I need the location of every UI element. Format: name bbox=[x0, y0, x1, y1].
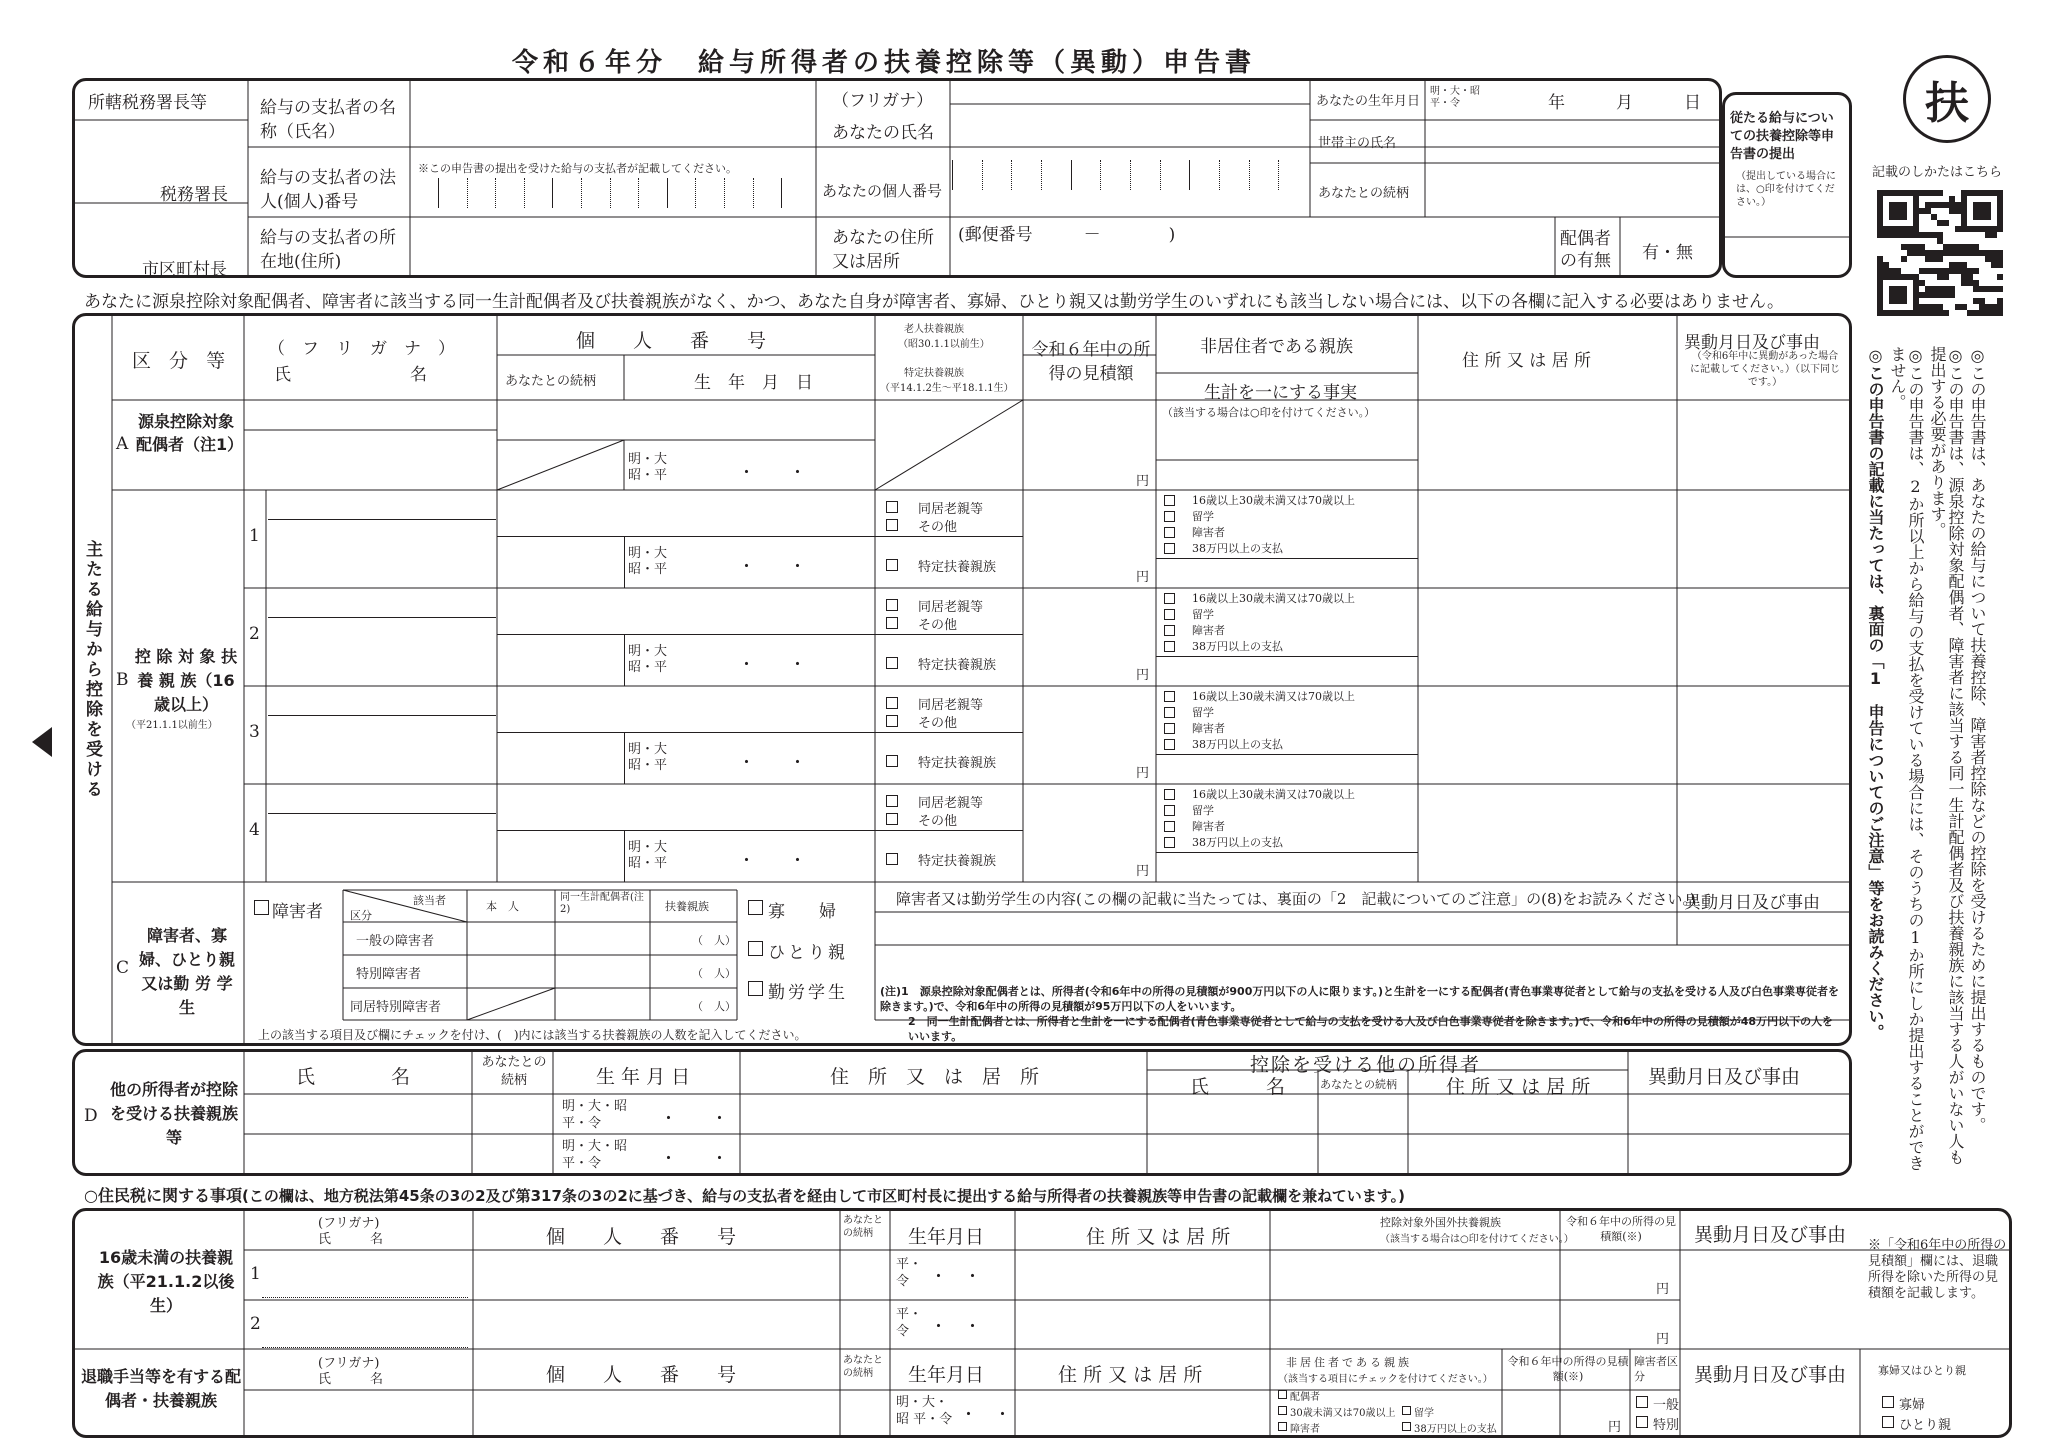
d-other-name: 氏 名 bbox=[1190, 1076, 1286, 1098]
retire-checkbox-label: 障害者 bbox=[1290, 1424, 1320, 1435]
relative-type-checkbox[interactable] bbox=[886, 657, 898, 669]
r-change-header: 異動月日及び事由 bbox=[1694, 1224, 1847, 1246]
exemption-notice: あなたに源泉控除対象配偶者、障害者に該当する同一生計配偶者及び扶養親族がなく、かつ、あなた自身が障害者、寡婦、ひとり親又は勤労学生のいずれにも該当しない場合には、以下の各欄に記入する必要はありません。 bbox=[84, 292, 1784, 312]
dependent-furigana-field[interactable] bbox=[268, 590, 496, 618]
postal-label: (郵便番号 － ) bbox=[958, 225, 1176, 245]
nonresident-label: 留学 bbox=[1192, 510, 1214, 523]
nonresident-checkbox[interactable] bbox=[1164, 739, 1175, 750]
nonresident-checkbox[interactable] bbox=[1164, 821, 1175, 832]
retire-checkbox-label: 特別 bbox=[1653, 1418, 1680, 1433]
relative-type-label: その他 bbox=[918, 716, 958, 731]
resident-heading-note: (この欄は、地方税法第45条の3の2及び第317条の3の2に基づき、給与の支払者を経由して市区町村長に提出する給与所得者の扶養親族等申告書の記載欄を兼ねています。) bbox=[241, 1187, 1405, 1205]
d-row2-dots: ・ ・ bbox=[660, 1149, 728, 1169]
section-d-label: 他の所得者が控除を受ける扶養親族等 bbox=[109, 1080, 238, 1147]
header-birth: 生 年 月 日 bbox=[694, 373, 813, 393]
header-elderly-note: （昭30.1.1以前生） bbox=[898, 339, 990, 350]
section-b-letter: B bbox=[116, 670, 129, 690]
digit-cell[interactable] bbox=[467, 178, 496, 208]
payer-address-label: 給与の支払者の所在地(住所) bbox=[260, 228, 396, 272]
nonresident-label: 38万円以上の支払 bbox=[1192, 738, 1283, 751]
nonresident-label: 38万円以上の支払 bbox=[1192, 836, 1283, 849]
r-side-note: ※「令和6年中の所得の見積額」欄には、退職所得を除いた所得の見積額を記載します。 bbox=[1868, 1238, 2007, 1301]
dependent-name-field[interactable] bbox=[268, 522, 496, 586]
under16-label: 16歳未満の扶養親族（平21.1.2以後生） bbox=[97, 1248, 235, 1315]
d-row1-dots: ・ ・ bbox=[660, 1109, 728, 1129]
under16-name-field[interactable] bbox=[262, 1304, 468, 1348]
c-disabled-checkbox[interactable] bbox=[254, 900, 269, 915]
nonresident-checkbox[interactable] bbox=[1164, 527, 1175, 538]
livelihood-divider bbox=[1156, 852, 1418, 853]
header-kubun: 区 分 等 bbox=[132, 350, 232, 372]
header-specific-note: （平14.1.2生～平18.1.1生） bbox=[880, 383, 1014, 394]
dependent-relation-divider bbox=[497, 536, 875, 537]
relative-type-checkbox[interactable] bbox=[886, 617, 898, 629]
retire-checkbox[interactable] bbox=[1402, 1406, 1411, 1415]
header-relation: あなたとの続柄 bbox=[505, 374, 597, 389]
spouse-circle-note: （該当する場合は○印を付けてください。） bbox=[1162, 406, 1376, 419]
furigana-label: （フリガナ） bbox=[832, 91, 934, 111]
dependent-birth-dots: ・ ・ bbox=[738, 557, 806, 577]
digit-cell[interactable] bbox=[1130, 160, 1160, 190]
payer-number-label: 給与の支払者の法人(個人)番号 bbox=[260, 168, 396, 212]
dependent-name-field[interactable] bbox=[268, 816, 496, 880]
nonresident-label: 38万円以上の支払 bbox=[1192, 640, 1283, 653]
d-address-header: 住 所 又 は 居 所 bbox=[830, 1066, 1040, 1088]
digit-cell[interactable] bbox=[952, 160, 982, 190]
c-applicable: 該当者 bbox=[413, 894, 446, 907]
c-student-label: 勤労学生 bbox=[768, 983, 848, 1003]
secondary-submission-title: 従たる給与についての扶養控除等申告書の提出 bbox=[1730, 111, 1835, 162]
nonresident-checkbox[interactable] bbox=[1164, 609, 1175, 620]
nonresident-checkbox[interactable] bbox=[1164, 707, 1175, 718]
digit-cell[interactable] bbox=[1189, 160, 1219, 190]
main-vertical-label: 主たる給与から控除を受ける bbox=[82, 540, 102, 800]
dependent-relation-divider-v bbox=[624, 830, 625, 882]
under16-row-number: 1 bbox=[250, 1264, 261, 1284]
relative-type-label: 特定扶養親族 bbox=[918, 658, 997, 673]
r-income-header: 令和６年中の所得の見積額(※) bbox=[1566, 1215, 1676, 1243]
c-general-row: 一般の障害者 bbox=[356, 934, 435, 949]
d-other-address: 住 所 又 は 居 所 bbox=[1446, 1076, 1591, 1098]
r-relation-header: あなたとの続柄 bbox=[843, 1215, 883, 1239]
retire-checkbox[interactable] bbox=[1882, 1416, 1894, 1428]
dependent-birth-dots: ・ ・ bbox=[738, 753, 806, 773]
relative-type-checkbox[interactable] bbox=[886, 853, 898, 865]
r-birth-header: 生年月日 bbox=[908, 1226, 985, 1248]
digit-cell[interactable] bbox=[1011, 160, 1041, 190]
nonresident-checkbox[interactable] bbox=[1164, 641, 1175, 652]
c-widow-checkbox[interactable] bbox=[748, 900, 763, 915]
nonresident-label: 16歳以上30歳未満又は70歳以上 bbox=[1192, 592, 1355, 605]
livelihood-divider bbox=[1156, 656, 1418, 657]
your-name-label: あなたの氏名 bbox=[832, 123, 934, 143]
householder-label: 世帯主の氏名 bbox=[1318, 136, 1397, 151]
dependent-relation-divider bbox=[497, 732, 875, 733]
c-people-general: （ 人） bbox=[692, 934, 736, 947]
nonresident-checkbox[interactable] bbox=[1164, 593, 1175, 604]
nonresident-label: 障害者 bbox=[1192, 820, 1225, 833]
dependent-row-number: 2 bbox=[249, 624, 260, 644]
nonresident-checkbox[interactable] bbox=[1164, 495, 1175, 506]
nonresident-label: 16歳以上30歳未満又は70歳以上 bbox=[1192, 788, 1355, 801]
dependent-birth-era: 明・大 昭・平 bbox=[628, 840, 668, 871]
digit-cell[interactable] bbox=[552, 178, 581, 208]
digit-cell[interactable] bbox=[1160, 160, 1190, 190]
c-disabled-label: 障害者 bbox=[272, 902, 323, 922]
c-kubun: 区分 bbox=[350, 909, 372, 922]
dependent-name-field[interactable] bbox=[268, 620, 496, 684]
section-b-note: （平21.1.1以前生） bbox=[126, 720, 218, 731]
dependent-relation-divider-v bbox=[624, 634, 625, 686]
dependent-row-number: 3 bbox=[249, 722, 260, 742]
form-type-badge-label: 扶 bbox=[1925, 78, 1969, 129]
dependent-income-yen: 円 bbox=[1136, 668, 1150, 683]
section-d-letter: D bbox=[84, 1106, 98, 1126]
digit-cell[interactable] bbox=[1071, 160, 1101, 190]
nonresident-label: 16歳以上30歳未満又は70歳以上 bbox=[1192, 690, 1355, 703]
spouse-label: 配偶者の有無 bbox=[1560, 229, 1611, 271]
d-change-header: 異動月日及び事由 bbox=[1648, 1066, 1801, 1088]
under16-era: 平・令 bbox=[896, 1257, 923, 1289]
retire-number-header: 個 人 番 号 bbox=[546, 1364, 737, 1386]
page-title: 令和６年分 給与所得者の扶養控除等（異動）申告書 bbox=[512, 48, 1257, 78]
relation-field[interactable] bbox=[1428, 166, 1718, 214]
header-address: 住 所 又 は 居 所 bbox=[1462, 351, 1592, 371]
digit-cell[interactable] bbox=[753, 178, 782, 208]
payer-number-note: ※この申告書の提出を受けた給与の支払者が記載してください。 bbox=[418, 162, 737, 175]
footnote-1: (注)1 源泉控除対象配偶者とは、所得者(令和6年中の所得の見積額が900万円以下の人に限ります。)と生計を一にする配偶者(青色事業専従者として給与の支払を受ける人及び白色事業専従者を除きます。)で、令和6年中の所得の見積額が95万円以下の人をいいます。 bbox=[880, 985, 1840, 1013]
payer-name-field[interactable] bbox=[412, 82, 812, 144]
dependent-furigana-field[interactable] bbox=[268, 786, 496, 814]
nonresident-label: 留学 bbox=[1192, 804, 1214, 817]
header-change-note: （令和6年中に異動があった場合に記載してください。）（以下同じです。） bbox=[1690, 351, 1840, 388]
instruction-note: ◎この申告書は、あなたの給与について扶養控除、障害者控除などの控除を受けるために提出するものです。 bbox=[1968, 346, 1987, 1133]
relative-type-checkbox[interactable] bbox=[886, 715, 898, 727]
nonresident-checkbox[interactable] bbox=[1164, 723, 1175, 734]
c-content-header: 障害者又は勤労学生の内容(この欄の記載に当たっては、裏面の「2 記載についてのご注意」の(8)をお読みください。) bbox=[896, 890, 1696, 908]
retire-change-header: 異動月日及び事由 bbox=[1694, 1364, 1847, 1386]
dependent-relation-divider bbox=[497, 634, 875, 635]
nonresident-label: 留学 bbox=[1192, 706, 1214, 719]
dependent-relation-divider-v bbox=[624, 732, 625, 784]
footnote-2: 2 同一生計配偶者とは、所得者と生計を一にする配偶者(青色事業専従者として給与の支払を受ける人及び白色事業専従者を除きます。)で、令和6年中の所得の見積額が48万円以下の人をいいます。 bbox=[908, 1015, 1834, 1043]
d-relation-header: あなたとの続柄 bbox=[481, 1055, 547, 1088]
c-student-checkbox[interactable] bbox=[748, 981, 763, 996]
digit-cell[interactable] bbox=[524, 178, 553, 208]
c-footnote: 上の該当する項目及び欄にチェックを付け、( )内には該当する扶養親族の人数を記入してください。 bbox=[258, 1028, 807, 1042]
livelihood-divider bbox=[1156, 558, 1418, 559]
relative-type-label: 特定扶養親族 bbox=[918, 560, 997, 575]
dependent-row-number: 1 bbox=[249, 526, 260, 546]
retire-yen: 円 bbox=[1608, 1420, 1622, 1435]
secondary-submission-note: （提出している場合には、○印を付けてください。） bbox=[1736, 171, 1836, 208]
nonresident-checkbox[interactable] bbox=[1164, 543, 1175, 554]
relative-type-label: 同居老親等 bbox=[918, 600, 984, 615]
nonresident-checkbox[interactable] bbox=[1164, 805, 1175, 816]
your-name-field[interactable] bbox=[952, 106, 1308, 146]
retire-checkbox-label: 30歳未満又は70歳以上 bbox=[1290, 1408, 1396, 1419]
d-row2-era: 明・大・昭 平・令 bbox=[562, 1139, 628, 1171]
nonresident-label: 障害者 bbox=[1192, 722, 1225, 735]
digit-cell[interactable] bbox=[438, 178, 467, 208]
nonresident-checkbox[interactable] bbox=[1164, 511, 1175, 522]
retire-checkbox-label: ひとり親 bbox=[1899, 1418, 1952, 1433]
dependent-birth-era: 明・大 昭・平 bbox=[628, 742, 668, 773]
retire-checkbox-label: 38万円以上の支払 bbox=[1414, 1424, 1497, 1435]
dependent-name-field[interactable] bbox=[268, 718, 496, 782]
nonresident-label: 障害者 bbox=[1192, 526, 1225, 539]
c-single-label: ひとり親 bbox=[768, 943, 848, 963]
under16-yen: 円 bbox=[1656, 1332, 1670, 1347]
retire-income-header: 令和６年中の所得の見積額(※) bbox=[1507, 1355, 1629, 1383]
r-foreign-note: （該当する場合は○印を付けてください。） bbox=[1380, 1234, 1574, 1245]
nonresident-checkbox[interactable] bbox=[1164, 789, 1175, 800]
digit-cell[interactable] bbox=[724, 178, 753, 208]
c-change-header: 異動月日及び事由 bbox=[1684, 893, 1820, 913]
spouse-birth-era: 明・大 昭・平 bbox=[628, 452, 668, 483]
spouse-furigana-field[interactable] bbox=[246, 402, 496, 428]
under16-yen: 円 bbox=[1656, 1282, 1670, 1297]
relative-type-checkbox[interactable] bbox=[886, 795, 898, 807]
your-address-label: あなたの住所又は居所 bbox=[832, 228, 934, 272]
under16-row-number: 2 bbox=[250, 1314, 261, 1334]
spouse-income-yen: 円 bbox=[1136, 474, 1150, 489]
relative-type-divider bbox=[875, 634, 1023, 635]
dependent-furigana-field[interactable] bbox=[268, 688, 496, 716]
municipal-suffix: 市区町村長 bbox=[142, 260, 227, 280]
dependent-birth-era: 明・大 昭・平 bbox=[628, 644, 668, 675]
spouse-yes-no[interactable]: 有・無 bbox=[1642, 243, 1693, 263]
dependent-income-yen: 円 bbox=[1136, 570, 1150, 585]
retire-checkbox[interactable] bbox=[1278, 1406, 1287, 1415]
under16-dots: ・ ・ bbox=[930, 1317, 981, 1337]
retire-address-header: 住 所 又 は 居 所 bbox=[1058, 1364, 1203, 1386]
r-name-header: 氏 名 bbox=[318, 1232, 384, 1247]
r-address-header: 住 所 又 は 居 所 bbox=[1086, 1226, 1231, 1248]
digit-cell[interactable] bbox=[495, 178, 524, 208]
digit-cell[interactable] bbox=[667, 178, 696, 208]
relative-type-label: その他 bbox=[918, 520, 958, 535]
relative-type-checkbox[interactable] bbox=[886, 697, 898, 709]
header-nonresident: 非居住者である親族 bbox=[1200, 337, 1353, 357]
digit-cell[interactable] bbox=[1219, 160, 1249, 190]
retire-checkbox[interactable] bbox=[1278, 1422, 1287, 1431]
dependent-relation-divider bbox=[497, 830, 875, 831]
retire-nonres-note: （該当する項目にチェックを付けてください。） bbox=[1278, 1374, 1493, 1385]
section-c-label: 障害者、寡婦、ひとり親又は勤 労 学 生 bbox=[138, 926, 235, 1017]
header-name: 氏 名 bbox=[274, 365, 427, 385]
relative-type-label: 同居老親等 bbox=[918, 796, 984, 811]
digit-cell[interactable] bbox=[638, 178, 667, 208]
dependent-birth-era: 明・大 昭・平 bbox=[628, 546, 668, 577]
retire-checkbox-label: 配偶者 bbox=[1290, 1392, 1320, 1403]
digit-cell[interactable] bbox=[1100, 160, 1130, 190]
under16-dots: ・ ・ bbox=[930, 1267, 981, 1287]
retire-checkbox-label: 寡婦 bbox=[1899, 1398, 1926, 1413]
retire-nonres-header: 非居住者である親族 bbox=[1286, 1356, 1412, 1369]
c-single-checkbox[interactable] bbox=[748, 941, 763, 956]
relative-type-checkbox[interactable] bbox=[886, 755, 898, 767]
dependent-income-yen: 円 bbox=[1136, 864, 1150, 879]
c-self: 本 人 bbox=[486, 900, 519, 913]
retire-dots: ・ ・ bbox=[960, 1405, 1011, 1425]
retire-relation-header: あなたとの続柄 bbox=[843, 1355, 883, 1379]
retire-checkbox-label: 留学 bbox=[1414, 1408, 1434, 1419]
r-furigana-header: (フリガナ) bbox=[318, 1216, 380, 1231]
retire-checkbox[interactable] bbox=[1636, 1416, 1648, 1428]
retire-checkbox[interactable] bbox=[1402, 1422, 1411, 1431]
retire-checkbox[interactable] bbox=[1636, 1396, 1648, 1408]
digit-cell[interactable] bbox=[581, 178, 610, 208]
digit-cell[interactable] bbox=[1278, 160, 1308, 190]
birth-ymd: 年 月 日 bbox=[1548, 93, 1701, 113]
digit-cell[interactable] bbox=[1041, 160, 1071, 190]
nonresident-label: 38万円以上の支払 bbox=[1192, 542, 1283, 555]
relation-label: あなたとの続柄 bbox=[1318, 186, 1410, 201]
dependent-birth-dots: ・ ・ bbox=[738, 655, 806, 675]
r-number-header: 個 人 番 号 bbox=[546, 1226, 737, 1248]
c-same: 同一生計配偶者(注2) bbox=[560, 892, 644, 915]
c-cohabit-row: 同居特別障害者 bbox=[350, 1000, 442, 1015]
header-change: 異動月日及び事由 bbox=[1684, 333, 1820, 353]
header-specific: 特定扶養親族 bbox=[904, 368, 964, 379]
relative-type-checkbox[interactable] bbox=[886, 501, 898, 513]
tax-office-suffix: 税務署長 bbox=[160, 185, 228, 205]
livelihood-divider bbox=[1156, 754, 1418, 755]
dependent-row-number: 4 bbox=[249, 820, 260, 840]
digit-cell[interactable] bbox=[610, 178, 639, 208]
retire-birth-header: 生年月日 bbox=[908, 1364, 985, 1386]
d-birth-header: 生 年 月 日 bbox=[596, 1066, 691, 1088]
r-foreign-header: 控除対象外国外扶養親族 bbox=[1380, 1216, 1501, 1229]
d-name-header: 氏 名 bbox=[296, 1066, 411, 1088]
householder-field[interactable] bbox=[1428, 122, 1718, 160]
digit-cell[interactable] bbox=[982, 160, 1012, 190]
instruction-note: ◎この申告書は、源泉控除対象配偶者、障害者に該当する同一生計配偶者及び扶養親族に該当する人がいない人も提出する必要があります。 bbox=[1928, 346, 1965, 1165]
dependent-furigana-field[interactable] bbox=[268, 492, 496, 520]
resident-heading bbox=[84, 1183, 1405, 1206]
dependent-income-yen: 円 bbox=[1136, 766, 1150, 781]
dependent-relation-divider-v bbox=[624, 536, 625, 588]
your-number-field[interactable] bbox=[952, 160, 1308, 212]
section-b-label: 控 除 対 象 扶 養 親 族（16歳以上） bbox=[134, 647, 238, 714]
digit-cell[interactable] bbox=[695, 178, 724, 208]
header-elderly: 老人扶養親族 bbox=[904, 324, 964, 335]
retire-disabled-kubun: 障害者区 分 bbox=[1634, 1355, 1689, 1383]
nonresident-label: 障害者 bbox=[1192, 624, 1225, 637]
qr-caption: 記載のしかたはこちら bbox=[1872, 165, 2003, 180]
retire-checkbox[interactable] bbox=[1882, 1396, 1894, 1408]
header-furigana: （ フ リ ガ ナ ） bbox=[268, 339, 455, 359]
under16-name-field[interactable] bbox=[262, 1254, 468, 1298]
retire-label: 退職手当等を有する配偶者・扶養親族 bbox=[80, 1367, 241, 1410]
relative-type-label: その他 bbox=[918, 814, 958, 829]
retire-widow-header: 寡婦又はひとり親 bbox=[1878, 1364, 1966, 1377]
nonresident-checkbox[interactable] bbox=[1164, 625, 1175, 636]
under16-era: 平・令 bbox=[896, 1307, 923, 1339]
d-other-header: 控除を受ける他の所得者 bbox=[1250, 1054, 1482, 1076]
your-number-label: あなたの個人番号 bbox=[822, 182, 943, 200]
nonresident-label: 16歳以上30歳未満又は70歳以上 bbox=[1192, 494, 1355, 507]
spouse-birth-dots: ・ ・ bbox=[738, 463, 806, 483]
c-dependent: 扶養親族 bbox=[665, 900, 709, 913]
relative-type-divider bbox=[875, 732, 1023, 733]
section-a-label: 源泉控除対象配偶者（注1） bbox=[136, 412, 244, 454]
resident-heading-title: ○住民税に関する事項 bbox=[84, 1186, 242, 1205]
digit-cell[interactable] bbox=[1249, 160, 1279, 190]
office-label: 所轄税務署長等 bbox=[88, 93, 207, 113]
retire-checkbox-label: 一般 bbox=[1653, 1398, 1680, 1413]
relative-type-label: 同居老親等 bbox=[918, 698, 984, 713]
header-livelihood: 生計を一にする事実 bbox=[1204, 383, 1357, 403]
retire-checkbox[interactable] bbox=[1278, 1390, 1287, 1399]
birth-label: あなたの生年月日 bbox=[1316, 94, 1421, 109]
payer-number-field[interactable] bbox=[438, 178, 810, 212]
retire-furigana-header: (フリガナ) bbox=[318, 1356, 380, 1371]
relative-type-divider bbox=[875, 536, 1023, 537]
relative-type-label: その他 bbox=[918, 618, 958, 633]
relative-type-label: 同居老親等 bbox=[918, 502, 984, 517]
digit-cell[interactable] bbox=[781, 178, 810, 208]
c-people-cohabit: （ 人） bbox=[692, 1000, 736, 1013]
section-c-letter: C bbox=[116, 958, 130, 978]
header-number: 個 人 番 号 bbox=[576, 330, 767, 352]
spouse-name-field[interactable] bbox=[246, 432, 496, 488]
payer-name-label: 給与の支払者の名称（氏名） bbox=[260, 98, 396, 142]
c-special-row: 特別障害者 bbox=[356, 967, 422, 982]
d-other-relation: あなたとの続柄 bbox=[1320, 1078, 1397, 1091]
retire-era: 明・大・昭 平・令 bbox=[896, 1395, 953, 1427]
retire-name-header: 氏 名 bbox=[318, 1372, 384, 1387]
header-income: 令和６年中の所得の見積額 bbox=[1031, 340, 1151, 384]
nonresident-label: 留学 bbox=[1192, 608, 1214, 621]
relative-type-divider bbox=[875, 830, 1023, 831]
relative-type-checkbox[interactable] bbox=[886, 599, 898, 611]
c-widow-label: 寡 婦 bbox=[768, 902, 836, 922]
section-a-letter: A bbox=[116, 434, 129, 454]
nonresident-checkbox[interactable] bbox=[1164, 837, 1175, 848]
relative-type-checkbox[interactable] bbox=[886, 519, 898, 531]
c-people-special: （ 人） bbox=[692, 967, 736, 980]
relative-type-label: 特定扶養親族 bbox=[918, 756, 997, 771]
dependent-birth-dots: ・ ・ bbox=[738, 851, 806, 871]
relative-type-checkbox[interactable] bbox=[886, 813, 898, 825]
payer-address-field[interactable] bbox=[412, 220, 812, 274]
relative-type-label: 特定扶養親族 bbox=[918, 854, 997, 869]
instructions-column bbox=[1866, 346, 1986, 1176]
instruction-note: ◎この申告書の記載に当たっては、裏面の「1 申告についてのご注意」等をお読みください。 bbox=[1866, 346, 1885, 1040]
relative-type-checkbox[interactable] bbox=[886, 559, 898, 571]
d-row1-era: 明・大・昭 平・令 bbox=[562, 1099, 628, 1131]
instruction-note: ◎この申告書は、2か所以上から給与の支払を受けている場合には、そのうちの1か所にしか提出することができません。 bbox=[1888, 346, 1925, 1171]
nonresident-checkbox[interactable] bbox=[1164, 691, 1175, 702]
birth-era: 明・大・昭 平・令 bbox=[1430, 86, 1480, 109]
